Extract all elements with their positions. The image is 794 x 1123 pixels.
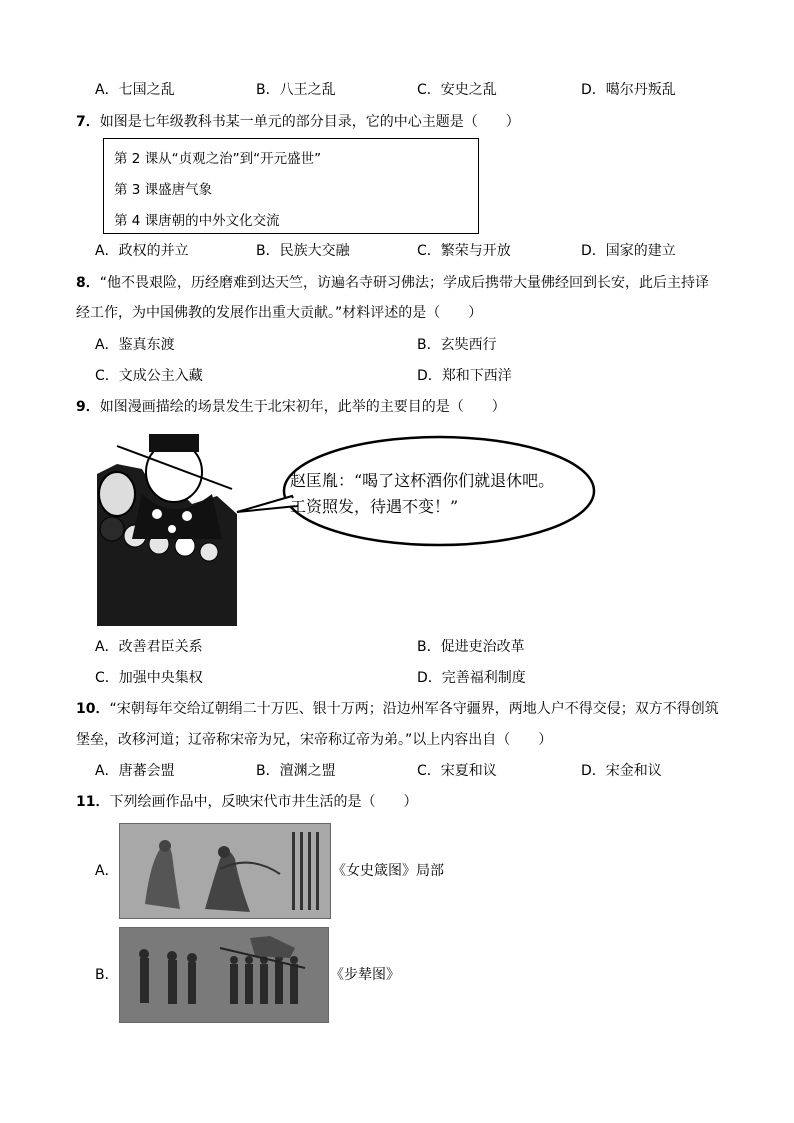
q10-option-a: A．唐蕃会盟 (95, 763, 175, 779)
q9-cartoon (97, 434, 597, 626)
q11-option-b-label: B． (95, 967, 119, 983)
q7-option-c: C．繁荣与开放 (417, 243, 511, 259)
q7-table-of-contents (103, 138, 479, 234)
q11-stem: 下列绘画作品中，反映宋代市井生活的是（ ） (109, 794, 418, 810)
q8-stem-1: “他不畏艰险，历经磨难到达天竺，访遍名寺研习佛法；学成后携带大量佛经回到长安，此后主持译 (99, 275, 710, 291)
q9-option-a: A．改善君臣关系 (95, 639, 203, 655)
q8-number: 8． (76, 275, 100, 291)
q8-question-line1 (76, 273, 709, 293)
q6-option-d: D．噶尔丹叛乱 (581, 82, 676, 98)
q8-option-a: A．鉴真东渡 (95, 337, 175, 353)
q8-option-b: B．玄奘西行 (417, 337, 497, 353)
q6-option-c: C．安史之乱 (417, 82, 497, 98)
q10-question-line1 (76, 699, 719, 719)
toc-item-lesson-3: 第 3 课盛唐气象 (114, 182, 213, 198)
q10-option-c: C．宋夏和议 (417, 763, 497, 779)
toc-item-lesson-2: 第 2 课从“贞观之治”到“开元盛世” (114, 151, 322, 167)
painting-b-image (120, 928, 328, 1022)
q9-number: 9． (76, 399, 100, 415)
q10-stem-1: “宋朝每年交给辽朝绢二十万匹、银十万两；沿边州军各守疆界，两地人户不得交侵；双方不得创筑 (109, 701, 719, 717)
q9-stem: 如图漫画描绘的场景发生于北宋初年，此举的主要目的是（ ） (99, 399, 506, 415)
q11-question (76, 792, 417, 812)
q9-option-d: D．完善福利制度 (417, 670, 526, 686)
q11-painting-b (119, 927, 329, 1023)
q11-option-a-label: A． (95, 863, 119, 879)
q7-question (76, 112, 520, 132)
q7-option-d: D．国家的建立 (581, 243, 676, 259)
q10-question-line2: 堡垒，改移河道；辽帝称宋帝为兄，宋帝称辽帝为弟。”以上内容出自（ ） (76, 732, 553, 748)
q10-option-d: D．宋金和议 (581, 763, 662, 779)
q8-option-d: D．郑和下西洋 (417, 368, 512, 384)
q6-option-b: B．八王之乱 (256, 82, 336, 98)
q9-question (76, 397, 506, 417)
q10-option-b: B．澶渊之盟 (256, 763, 336, 779)
q9-option-c: C．加强中央集权 (95, 670, 203, 686)
q8-option-c: C．文成公主入藏 (95, 368, 203, 384)
speech-text-line2: 工资照发，待遇不变！” (290, 497, 459, 516)
q8-question-line2: 经工作，为中国佛教的发展作出重大贡献。”材料评述的是（ ） (76, 305, 483, 321)
cartoon-drawing (97, 434, 597, 626)
q7-option-a: A．政权的并立 (95, 243, 189, 259)
q11-option-a-caption: 《女史箴图》局部 (332, 863, 444, 879)
q7-option-b: B．民族大交融 (256, 243, 350, 259)
painting-a-image (120, 824, 330, 918)
q9-option-b: B．促进吏治改革 (417, 639, 525, 655)
speech-text-line1: 赵匡胤：“喝了这杯酒你们就退休吧。 (290, 471, 555, 490)
q7-stem: 如图是七年级教科书某一单元的部分目录，它的中心主题是（ ） (99, 114, 520, 130)
q11-option-b-caption: 《步辇图》 (330, 967, 400, 983)
toc-item-lesson-4: 第 4 课唐朝的中外文化交流 (114, 213, 280, 229)
q10-number: 10． (76, 701, 110, 717)
q7-number: 7． (76, 114, 100, 130)
q11-number: 11． (76, 794, 110, 810)
q11-painting-a (119, 823, 331, 919)
q6-option-a: A．七国之乱 (95, 82, 175, 98)
